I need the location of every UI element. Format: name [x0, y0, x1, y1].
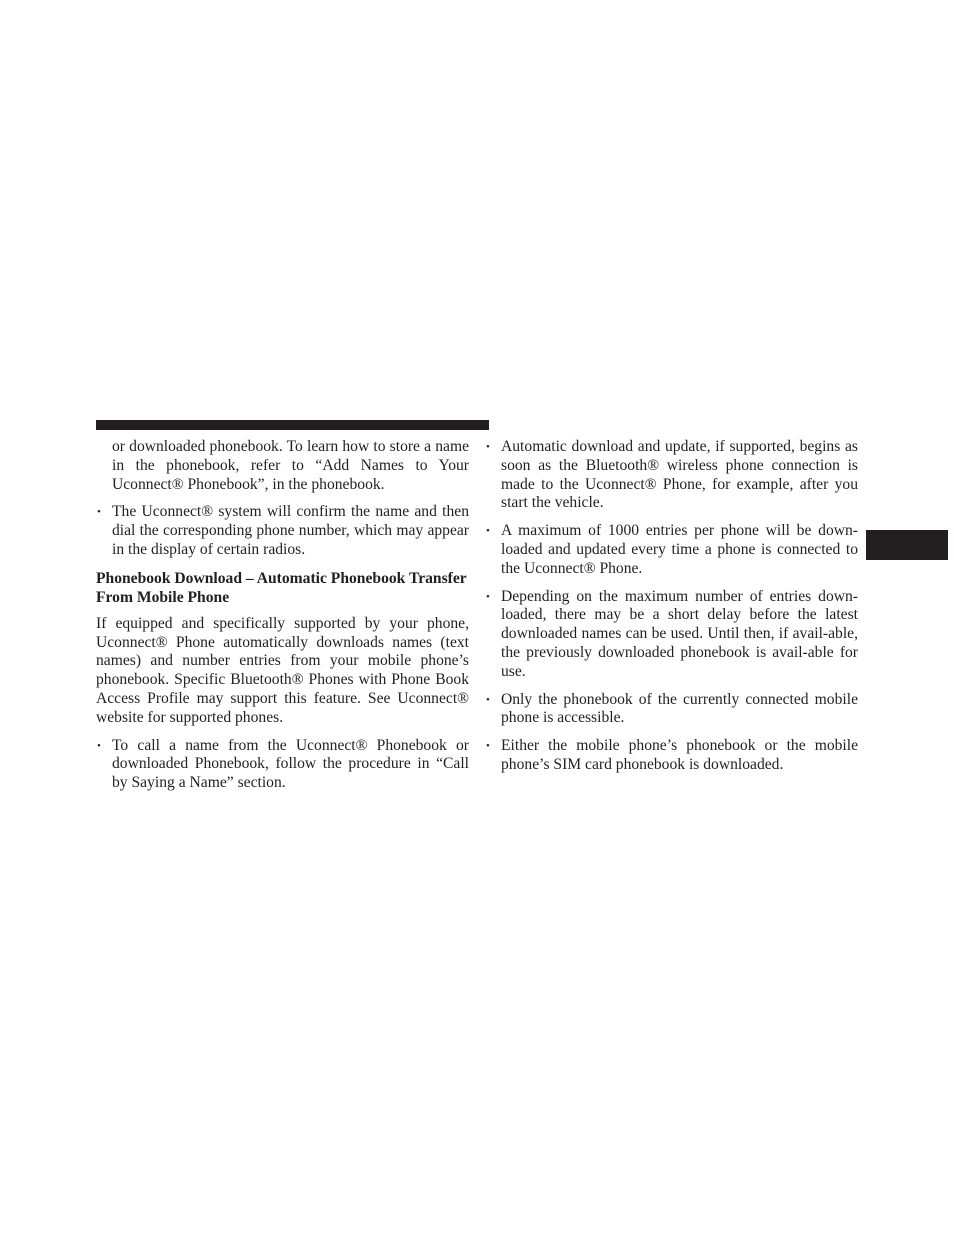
chapter-tab — [866, 530, 948, 560]
list-item-text: Either the mobile phone’s phonebook or the mobile phone’s SIM card phonebook is downloaded. — [501, 737, 858, 773]
bullet-icon: • — [486, 525, 490, 538]
list-item — [485, 588, 858, 682]
section-heading: Phonebook Download – Automatic Phonebook Transfer From Mobile Phone — [96, 569, 467, 606]
list-item — [485, 438, 858, 513]
header-rule — [96, 420, 489, 430]
continued-bullet-text: or downloaded phonebook. To learn how to store a name in the phonebook, refer to “Add Names to Your Uconnect® Phonebook”, in the phonebook. — [112, 438, 469, 493]
bullet-icon: • — [97, 506, 101, 519]
list-item-text: Depending on the maximum number of entries down-loaded, there may be a short delay before the latest downloaded names can be used. Until then, if avail-able, the previously downloaded phonebook is avail-able for use. — [501, 587, 858, 680]
list-item — [96, 503, 469, 559]
list-item-text: To call a name from the Uconnect® Phonebook or downloaded Phonebook, follow the procedure in “Call by Saying a Name” section. — [112, 736, 469, 792]
bullet-icon: • — [486, 693, 490, 706]
list-item-text: A maximum of 1000 entries per phone will be down-loaded and updated every time a phone is connected to the Uconnect® Phone. — [501, 522, 858, 577]
list-item-text: Only the phonebook of the currently connected mobile phone is accessible. — [501, 690, 858, 727]
list-item-text: The Uconnect® system will confirm the name and then dial the corresponding phone number, which may appear in the display of certain radios. — [112, 503, 469, 558]
list-item — [96, 737, 469, 793]
list-item — [485, 691, 858, 729]
list-item-text: Automatic download and update, if supported, begins as soon as the Bluetooth® wireless phone connection is made to the Uconnect® Phone, for example, after you start the vehicle. — [501, 438, 858, 512]
list-item — [485, 522, 858, 578]
bullet-icon: • — [97, 739, 101, 752]
list-item — [485, 737, 858, 775]
right-column — [485, 438, 858, 784]
bullet-icon: • — [486, 441, 490, 453]
left-column — [96, 438, 469, 802]
bullet-icon: • — [486, 740, 490, 753]
body-paragraph: If equipped and specifically supported by your phone, Uconnect® Phone automatically downloads names (text names) and number entries from your mobile phone’s phonebook. Specific Bluetooth® Phones with Phone Book Access Profile may support this feature. See Uconnect® website for supported phones. — [96, 614, 469, 726]
bullet-icon: • — [486, 590, 490, 603]
